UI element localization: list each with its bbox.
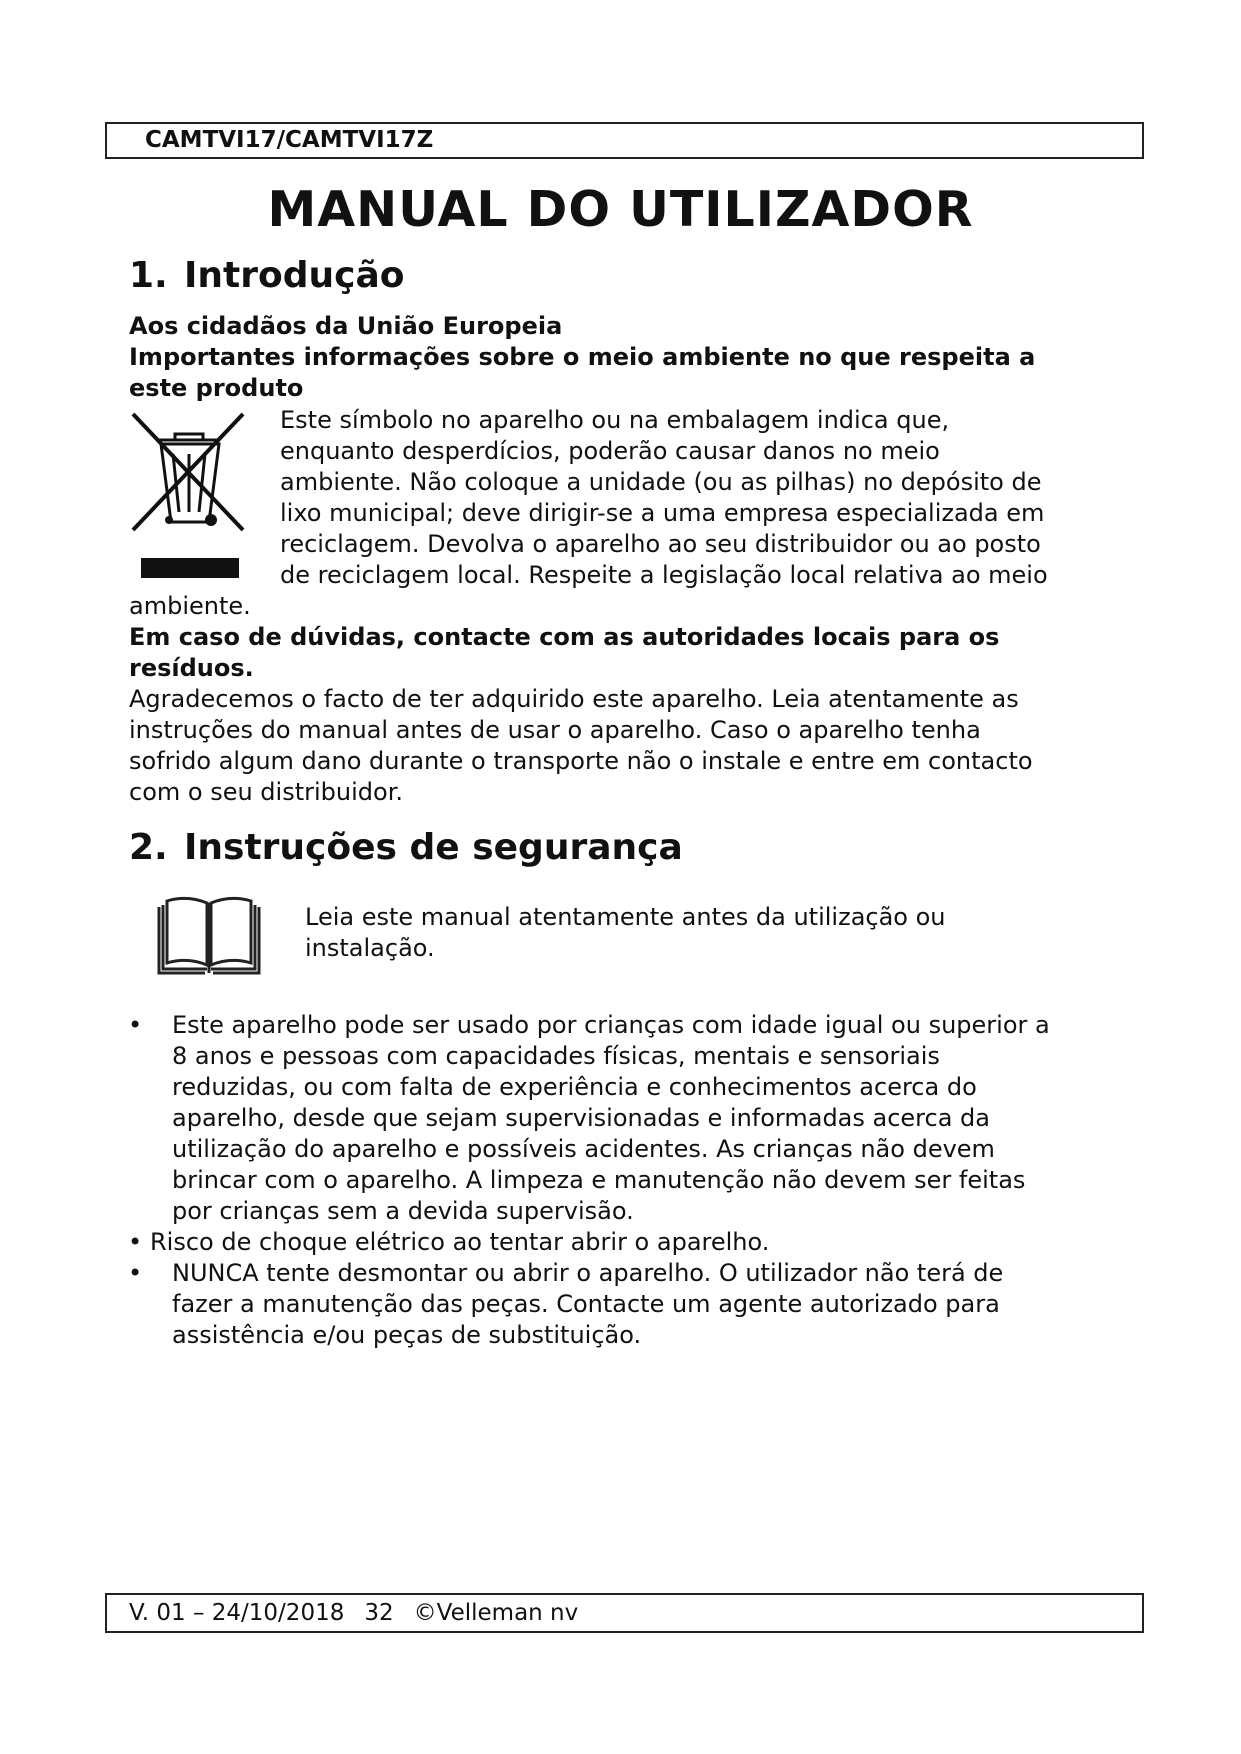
bullet-line: por crianças sem a devida supervisão. — [172, 1197, 634, 1225]
weee-paragraph — [280, 405, 1110, 591]
bullet-line: NUNCA tente desmontar ou abrir o aparelho. O utilizador não terá de — [172, 1259, 1004, 1287]
bullet-icon: • — [128, 1259, 143, 1287]
thanks-line: instruções do manual antes de usar o aparelho. Caso o aparelho tenha — [129, 716, 981, 744]
bullet-line: 8 anos e pessoas com capacidades físicas, mentais e sensoriais — [172, 1042, 940, 1070]
weee-line: reciclagem. Devolva o aparelho ao seu distribuidor ou ao posto — [280, 530, 1041, 558]
weee-tail: ambiente. — [129, 592, 251, 620]
bullet-line: aparelho, desde que sejam supervisionadas e informadas acerca da — [172, 1104, 990, 1132]
read-manual-line: Leia este manual atentamente antes da utilização ou — [305, 903, 946, 931]
model-name: CAMTVI17/CAMTVI17Z — [145, 127, 434, 153]
bullet-line: brincar com o aparelho. A limpeza e manutenção não devem ser feitas — [172, 1166, 1026, 1194]
section-1-number: 1. — [129, 255, 168, 296]
section-2-heading — [129, 826, 683, 870]
read-manual-note — [305, 902, 1085, 964]
eu-citizens-line: Aos cidadãos da União Europeia — [129, 312, 563, 340]
read-manual-line: instalação. — [305, 934, 435, 962]
doubts-line-2: resíduos. — [129, 654, 254, 682]
bullet-line: reduzidas, ou com falta de experiência e conhecimentos acerca do — [172, 1073, 977, 1101]
bullet-line: fazer a manutenção das peças. Contacte um agente autorizado para — [172, 1290, 1000, 1318]
safety-bullet-1 — [128, 1010, 1118, 1227]
weee-line: Este símbolo no aparelho ou na embalagem indica que, — [280, 406, 950, 434]
env-info-line-1: Importantes informações sobre o meio ambiente no que respeita a — [129, 343, 1036, 371]
bullet-line: Risco de choque elétrico ao tentar abrir o aparelho. — [150, 1228, 770, 1256]
weee-line: de reciclagem local. Respeite a legislação local relativa ao meio — [280, 561, 1048, 589]
footer-version: V. 01 – 24/10/2018 — [129, 1600, 345, 1626]
bullet-icon: • — [128, 1011, 143, 1039]
thanks-paragraph — [129, 684, 1119, 808]
weee-line: ambiente. Não coloque a unidade (ou as pilhas) no depósito de — [280, 468, 1042, 496]
safety-bullet-2 — [128, 1227, 1118, 1258]
model-header — [105, 122, 1144, 159]
env-info-line-2: este produto — [129, 374, 304, 402]
section-1-heading — [129, 254, 404, 298]
bullet-line: assistência e/ou peças de substituição. — [172, 1321, 642, 1349]
thanks-line: sofrido algum dano durante o transporte não o instale e entre em contacto — [129, 747, 1033, 775]
thanks-line: com o seu distribuidor. — [129, 778, 403, 806]
weee-line: enquanto desperdícios, poderão causar danos no meio — [280, 437, 940, 465]
open-book-icon — [155, 893, 263, 983]
bullet-line: Este aparelho pode ser usado por crianças com idade igual ou superior a — [172, 1011, 1050, 1039]
footer-page-number: 32 — [364, 1600, 394, 1626]
footer-copyright: ©Velleman nv — [413, 1600, 579, 1626]
section-2-number: 2. — [129, 827, 168, 868]
crossed-out-bin-icon — [129, 412, 249, 586]
page-footer — [105, 1593, 1144, 1633]
safety-bullet-3 — [128, 1258, 1118, 1351]
doubts-line-1: Em caso de dúvidas, contacte com as autoridades locais para os — [129, 623, 1000, 651]
thanks-line: Agradecemos o facto de ter adquirido este aparelho. Leia atentamente as — [129, 685, 1019, 713]
section-2-title: Instruções de segurança — [184, 827, 683, 868]
page-title: MANUAL DO UTILIZADOR — [267, 181, 974, 238]
bullet-icon: • — [128, 1228, 143, 1256]
section-1-title: Introdução — [184, 255, 405, 296]
bullet-line: utilização do aparelho e possíveis acidentes. As crianças não devem — [172, 1135, 995, 1163]
weee-line: lixo municipal; deve dirigir-se a uma empresa especializada em — [280, 499, 1045, 527]
